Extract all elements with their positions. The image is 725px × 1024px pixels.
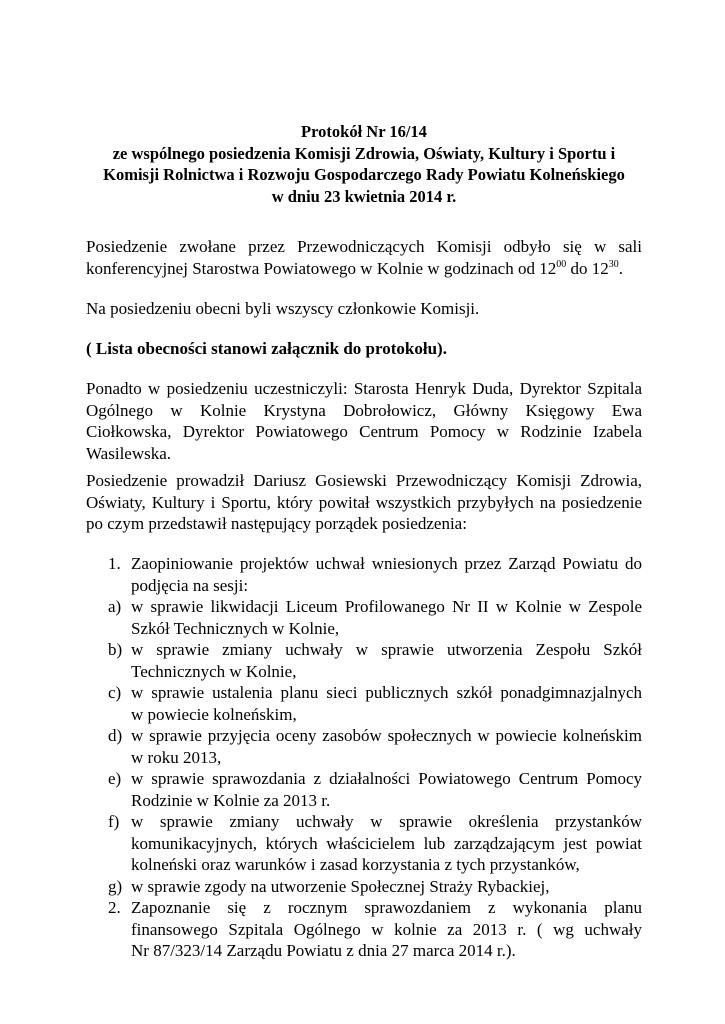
agenda-item <box>86 596 642 639</box>
paragraph-attendance: Na posiedzeniu obecni byli wszyscy członkowie Komisji. <box>86 299 480 318</box>
paragraph-line-time: konferencyjnej Starostwa Powiatowego w Kolnie w godzinach od $12^{00}$ do $12^{30}$. <box>86 258 623 278</box>
agenda-item-line: komunikacyjnych, których właścicielem lub zarządzającym jest powiat <box>131 833 642 853</box>
agenda-item-line: Technicznych w Kolnie, <box>131 661 297 681</box>
paragraph-line: Ciołkowska, Dyrektor Powiatowego Centrum Pomocy w Rodzinie Izabela <box>86 422 642 442</box>
protocol-title <box>86 121 642 207</box>
paragraph-line: Posiedzenie prowadził Dariusz Gosiewski Przewodniczący Komisji Zdrowia, <box>86 471 642 490</box>
agenda-item <box>86 876 642 898</box>
paragraph-line: po czym przedstawił następujący porządek posiedzenia: <box>86 514 467 534</box>
agenda-item-marker: b) <box>108 640 123 659</box>
agenda-item-marker: f) <box>108 812 120 831</box>
time-start-superscript: 00 <box>556 258 567 270</box>
title-line-1: Protokół Nr 16/14 <box>301 122 427 141</box>
agenda-item-line: Zapoznanie się z rocznym sprawozdaniem z wykonania planu <box>131 898 642 917</box>
agenda-item-line: w roku 2013, <box>131 747 222 767</box>
agenda-item-marker: g) <box>108 876 123 896</box>
agenda-item-line: w powiecie kolneńskim, <box>131 704 297 724</box>
agenda-item <box>86 897 642 962</box>
agenda-item <box>86 682 642 725</box>
paragraph-line: Ponadto w posiedzeniu uczestniczyli: Starosta Henryk Duda, Dyrektor Szpitala <box>86 379 642 398</box>
paragraph-line: Oświaty, Kultury i Sportu, który powitał wszystkich przybyłych na posiedzenie <box>86 492 642 512</box>
agenda-item-line: w sprawie zmiany uchwały w sprawie określenia przystanków <box>131 812 642 831</box>
title-line-3: Komisji Rolnictwa i Rozwoju Gospodarczego Rady Powiatu Kolneńskiego <box>103 165 625 184</box>
agenda-item-marker: a) <box>108 597 122 616</box>
paragraph-participants <box>86 378 642 464</box>
agenda-item-marker: e) <box>108 769 122 788</box>
paragraph-meeting-location <box>86 236 642 279</box>
paragraph-chairman <box>86 470 642 535</box>
paragraph-attendance-list-note: ( Lista obecności stanowi załącznik do protokołu). <box>86 339 447 358</box>
agenda-item-line: kolneński oraz warunków i zasad korzystania z tych przystanków, <box>131 855 580 874</box>
agenda-item-marker: d) <box>108 726 123 745</box>
time-end-superscript: 30 <box>608 258 619 270</box>
agenda-item <box>86 639 642 682</box>
agenda-list <box>86 553 642 962</box>
agenda-item <box>86 725 642 768</box>
agenda-item-marker: c) <box>108 683 122 702</box>
agenda-item-line: w sprawie likwidacji Liceum Profilowanego Nr II w Kolnie w Zespole <box>131 597 642 616</box>
agenda-item <box>86 768 642 811</box>
agenda-item-marker: 2. <box>108 898 121 917</box>
agenda-item-line: finansowego Szpitala Ogólnego w kolnie za 2013 r. ( wg uchwały <box>131 919 642 939</box>
paragraph-line: Ogólnego w Kolnie Krystyna Dobrołowicz, Główny Księgowy Ewa <box>86 400 642 420</box>
title-line-4: w dniu 23 kwietnia 2014 r. <box>271 186 457 206</box>
agenda-item-line: Szkół Technicznych w Kolnie, <box>131 618 340 638</box>
agenda-item-line: w sprawie zmiany uchwały w sprawie utworzenia Zespołu Szkół <box>131 640 642 659</box>
agenda-item <box>86 811 642 876</box>
agenda-item-line: podjęcia na sesji: <box>131 575 249 595</box>
agenda-item-marker: 1. <box>108 554 121 573</box>
agenda-item-line: Zaopiniowanie projektów uchwał wniesionych przez Zarząd Powiatu do <box>131 554 642 573</box>
agenda-item-line: Rodzinie w Kolnie za 2013 r. <box>131 790 331 810</box>
paragraph-line: Posiedzenie zwołane przez Przewodniczących Komisji odbyło się w sali <box>86 237 642 256</box>
agenda-item-line: w sprawie przyjęcia oceny zasobów społecznych w powiecie kolneńskim <box>131 726 642 745</box>
paragraph-line: Wasilewska. <box>86 443 172 463</box>
title-line-2: ze wspólnego posiedzenia Komisji Zdrowia, Oświaty, Kultury i Sportu i <box>112 143 616 163</box>
agenda-item <box>86 553 642 596</box>
agenda-item-line: w sprawie zgody na utworzenie Społecznej Straży Rybackiej, <box>131 876 550 896</box>
agenda-item-line: w sprawie ustalenia planu sieci publicznych szkół ponadgimnazjalnych <box>131 683 642 702</box>
agenda-item-line: Nr 87/323/14 Zarządu Powiatu z dnia 27 marca 2014 r.). <box>131 941 516 960</box>
agenda-item-line: w sprawie sprawozdania z działalności Powiatowego Centrum Pomocy <box>131 769 642 788</box>
